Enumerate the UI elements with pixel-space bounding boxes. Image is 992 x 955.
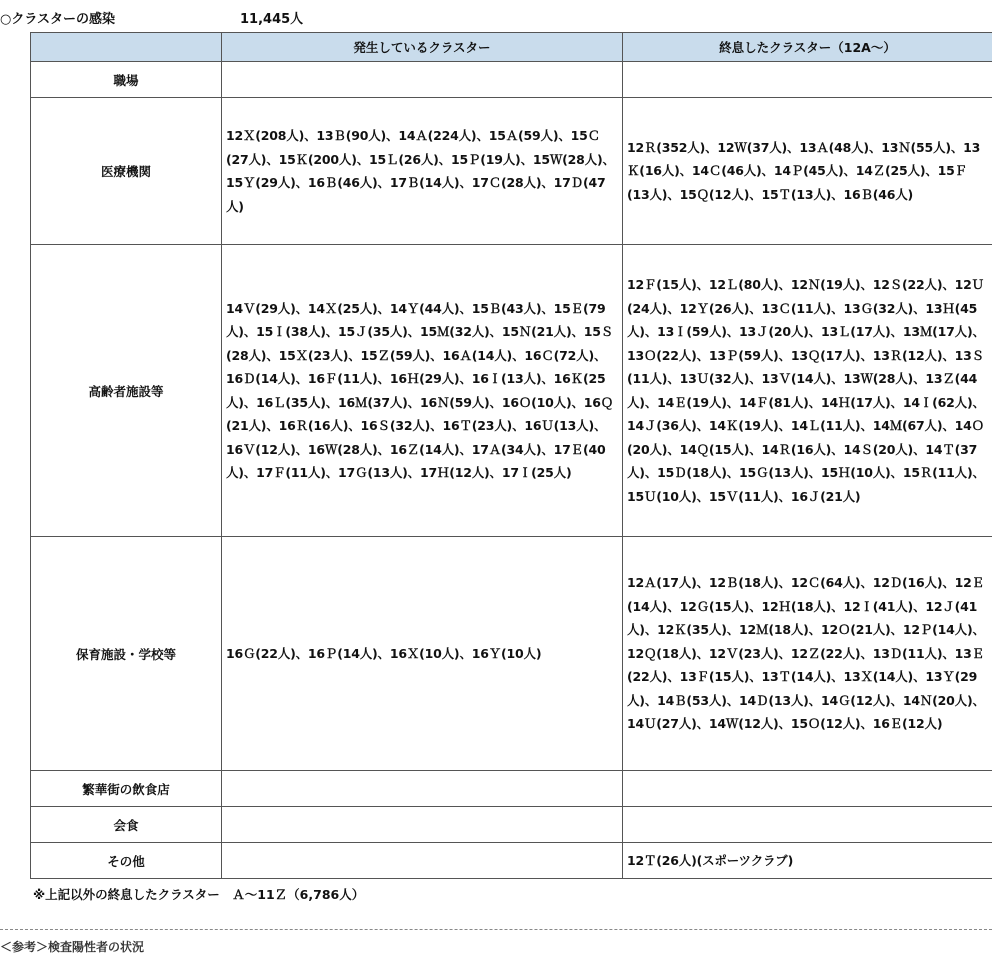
section-divider — [0, 929, 992, 930]
row-ended: 12Ｔ(26人)(スポーツクラブ) — [623, 843, 992, 879]
next-section-heading: ＜参考＞検査陽性者の状況 — [0, 938, 144, 955]
row-ended — [623, 807, 992, 843]
header-category — [31, 33, 222, 62]
cluster-table — [30, 32, 992, 879]
row-category: 高齢者施設等 — [31, 245, 222, 537]
row-ended: 12Ｆ(15人)、12Ｌ(80人)、12Ｎ(19人)、12Ｓ(22人)、12Ｕ(24人)、12Ｙ(26人)、13Ｃ(11人)、13Ｇ(32人)、13Ｈ(45人)、13Ｉ(59人)、13Ｊ(20人)、13Ｌ(17人)、13Ｍ(17人)、13Ｏ(22人)、13Ｐ(59人)、13Ｑ(17人)、13Ｒ(12人)、13Ｓ(11人)、13Ｕ(32人)、13Ｖ(14人)、13Ｗ(28人)、13Ｚ(44人)、14Ｅ(19人)、14Ｆ(81人)、14Ｈ(17人)、14Ｉ(62人)、14Ｊ(36人)、14Ｋ(19人)、14Ｌ(11人)、14Ｍ(67人)、14Ｏ(20人)、14Ｑ(15人)、14Ｒ(16人)、14Ｓ(20人)、14Ｔ(37人)、15Ｄ(18人)、15Ｇ(13人)、15Ｈ(10人)、15Ｒ(11人)、15Ｕ(10人)、15Ｖ(11人)、16Ｊ(21人) — [623, 245, 992, 537]
row-active — [222, 62, 623, 98]
section-title: ○クラスターの感染 — [0, 12, 115, 27]
table-row — [31, 537, 992, 771]
header-ended: 終息したクラスター（12A～） — [623, 33, 992, 62]
row-category: 保育施設・学校等 — [31, 537, 222, 771]
row-active — [222, 807, 623, 843]
row-active — [222, 771, 623, 807]
table-header-row — [31, 33, 992, 62]
section-heading — [0, 8, 115, 27]
row-ended: 12Ｒ(352人)、12Ｗ(37人)、13Ａ(48人)、13Ｎ(55人)、13Ｋ(16人)、14Ｃ(46人)、14Ｐ(45人)、14Ｚ(25人)、15Ｆ(13人)、15Ｑ(12人)、15Ｔ(13人)、16Ｂ(46人) — [623, 98, 992, 245]
row-active — [222, 843, 623, 879]
table-row — [31, 807, 992, 843]
table-row — [31, 98, 992, 245]
row-category: 会食 — [31, 807, 222, 843]
row-category: 繁華街の飲食店 — [31, 771, 222, 807]
row-active: 16Ｇ(22人)、16Ｐ(14人)、16Ｘ(10人)、16Ｙ(10人) — [222, 537, 623, 771]
total-count: 11,445人 — [240, 8, 303, 27]
table-row — [31, 245, 992, 537]
row-active: 12Ｘ(208人)、13Ｂ(90人)、14Ａ(224人)、15Ａ(59人)、15Ｃ(27人)、15Ｋ(200人)、15Ｌ(26人)、15Ｐ(19人)、15Ｗ(28人)、15Ｙ(29人)、16Ｂ(46人)、17Ｂ(14人)、17Ｃ(28人)、17Ｄ(47人) — [222, 98, 623, 245]
footnote: ※上記以外の終息したクラスター Ａ～11Ｚ（6,786人） — [33, 885, 364, 903]
row-category: 職場 — [31, 62, 222, 98]
row-ended — [623, 771, 992, 807]
row-category: その他 — [31, 843, 222, 879]
table-row — [31, 771, 992, 807]
table-row — [31, 62, 992, 98]
row-ended: 12Ａ(17人)、12Ｂ(18人)、12Ｃ(64人)、12Ｄ(16人)、12Ｅ(14人)、12Ｇ(15人)、12Ｈ(18人)、12Ｉ(41人)、12Ｊ(41人)、12Ｋ(35人)、12Ｍ(18人)、12Ｏ(21人)、12Ｐ(14人)、12Ｑ(18人)、12Ｖ(23人)、12Ｚ(22人)、13Ｄ(11人)、13Ｅ(22人)、13Ｆ(15人)、13Ｔ(14人)、13Ｘ(14人)、13Ｙ(29人)、14Ｂ(53人)、14Ｄ(13人)、14Ｇ(12人)、14Ｎ(20人)、14Ｕ(27人)、14Ｗ(12人)、15Ｏ(12人)、16Ｅ(12人) — [623, 537, 992, 771]
header-active: 発生しているクラスター — [222, 33, 623, 62]
table-row — [31, 843, 992, 879]
row-category: 医療機関 — [31, 98, 222, 245]
row-ended — [623, 62, 992, 98]
row-active: 14Ｖ(29人)、14Ｘ(25人)、14Ｙ(44人)、15Ｂ(43人)、15Ｅ(79人)、15Ｉ(38人)、15Ｊ(35人)、15Ｍ(32人)、15Ｎ(21人)、15Ｓ(28人)、15Ｘ(23人)、15Ｚ(59人)、16Ａ(14人)、16Ｃ(72人)、16Ｄ(14人)、16Ｆ(11人)、16Ｈ(29人)、16Ｉ(13人)、16Ｋ(25人)、16Ｌ(35人)、16Ｍ(37人)、16Ｎ(59人)、16Ｏ(10人)、16Ｑ(21人)、16Ｒ(16人)、16Ｓ(32人)、16Ｔ(23人)、16Ｕ(13人)、16Ｖ(12人)、16Ｗ(28人)、16Ｚ(14人)、17Ａ(34人)、17Ｅ(40人)、17Ｆ(11人)、17Ｇ(13人)、17Ｈ(12人)、17Ｉ(25人) — [222, 245, 623, 537]
